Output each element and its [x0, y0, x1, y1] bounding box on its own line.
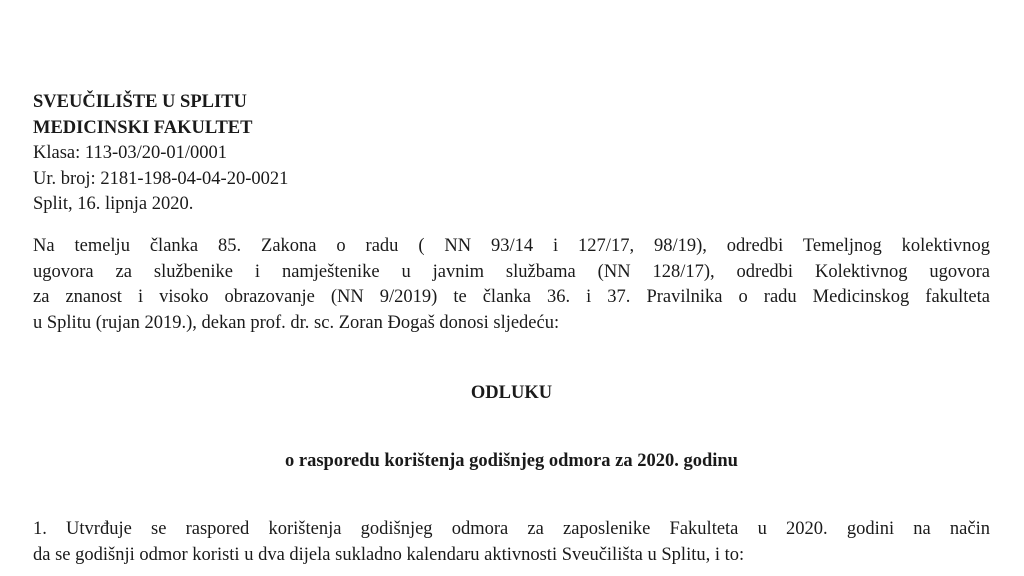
- preamble-paragraph: [33, 234, 990, 336]
- faculty-name: MEDICINSKI FAKULTET: [33, 117, 253, 138]
- item-1-paragraph: [33, 517, 990, 568]
- preamble-line: za znanost i visoko obrazovanje (NN 9/2019) te članka 36. i 37. Pravilnika o radu Medicinskog fakulteta: [33, 287, 990, 308]
- decision-title-block: [33, 381, 990, 407]
- decision-title: ODLUKU: [470, 383, 553, 403]
- decision-subtitle-block: [33, 449, 990, 475]
- klasa: Klasa: 113-03/20-01/0001: [33, 143, 228, 164]
- item-1-line: 1. Utvrđuje se raspored korištenja godišnjeg odmora za zaposlenike Fakulteta u 2020. godini na način: [33, 519, 990, 539]
- ur-broj: Ur. broj: 2181-198-04-04-20-0021: [33, 168, 289, 189]
- preamble-line: ugovora za službenike i namještenike u javnim službama (NN 128/17), odredbi Kolektivnog ugovora: [33, 261, 990, 282]
- decision-subtitle: o rasporedu korištenja godišnjeg odmora za 2020. godinu: [285, 451, 738, 471]
- place-date: Split, 16. lipnja 2020.: [33, 194, 194, 215]
- preamble-line: u Splitu (rujan 2019.), dekan prof. dr. sc. Zoran Đogaš donosi sljedeću:: [33, 312, 560, 333]
- item-1-line: da se godišnji odmor koristi u dva dijela sukladno kalendaru aktivnosti Sveučilišta u Splitu, i to:: [33, 544, 745, 565]
- university-name: SVEUČILIŠTE U SPLITU: [33, 92, 247, 112]
- document-header: [33, 90, 990, 218]
- preamble-line: Na temelju članka 85. Zakona o radu ( NN 93/14 i 127/17, 98/19), odredbi Temeljnog kolektivnog: [33, 236, 990, 256]
